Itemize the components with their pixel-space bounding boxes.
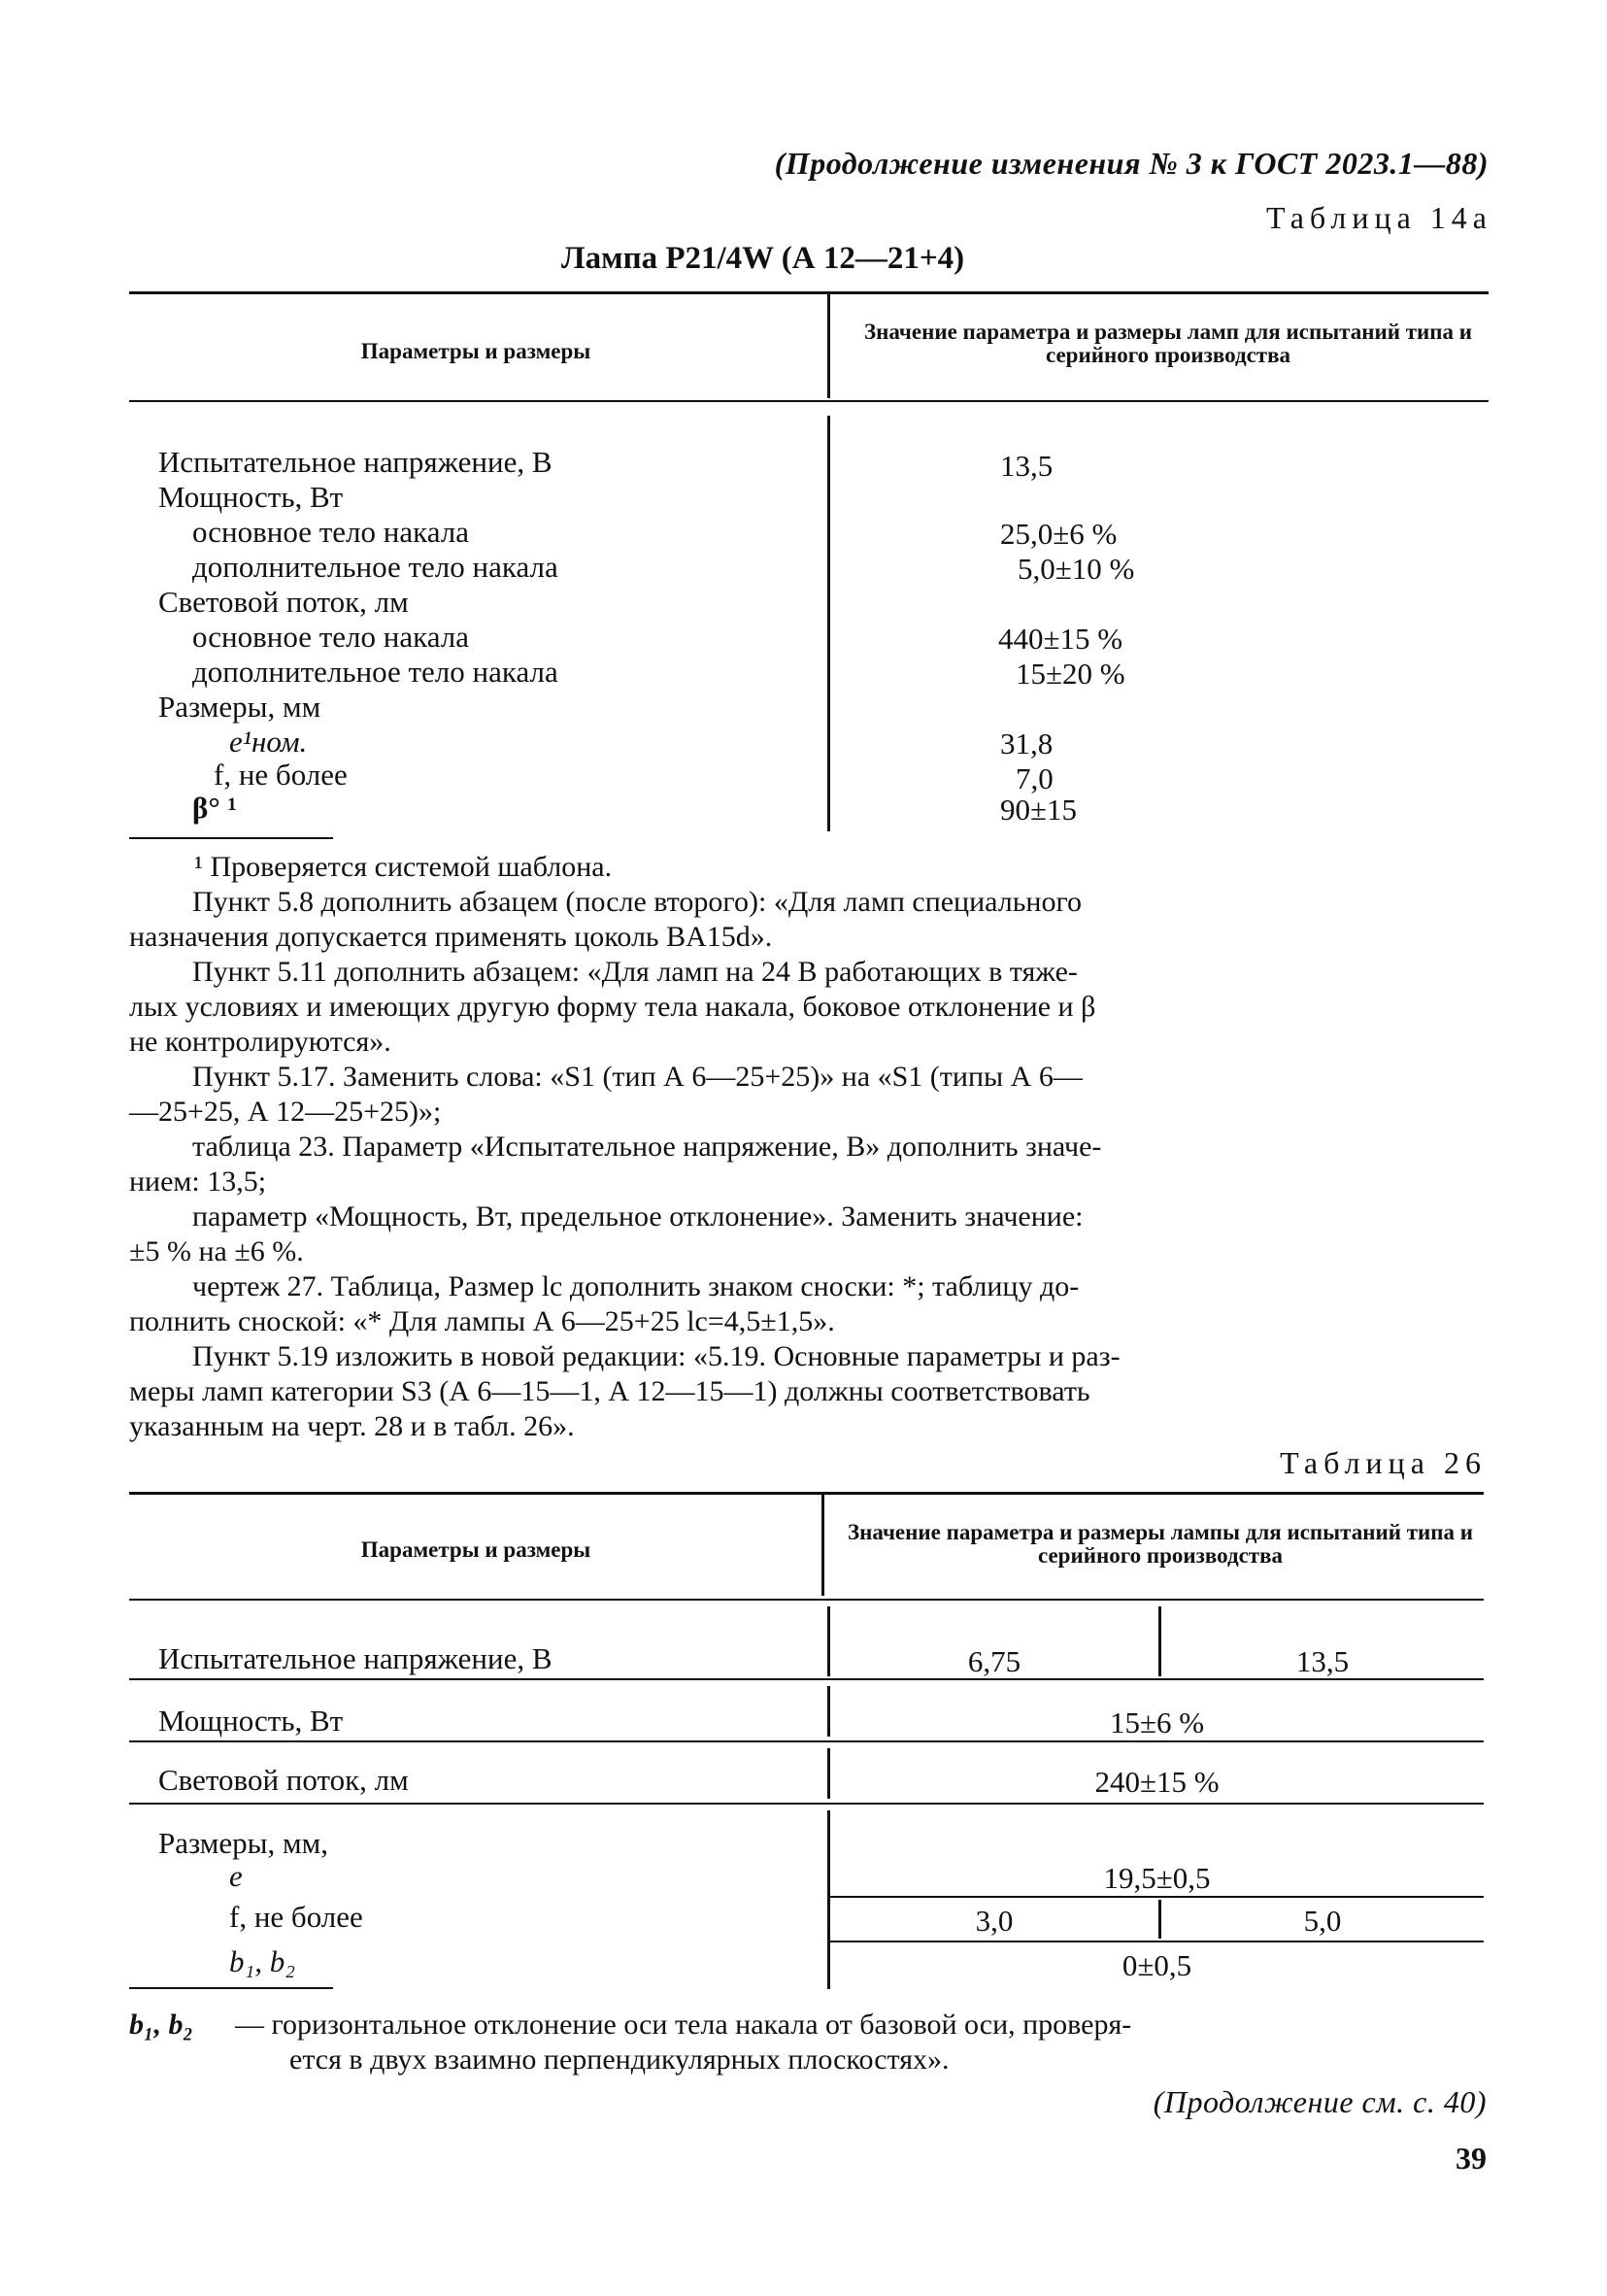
t1-param-flux: Световой поток, лм (158, 585, 409, 619)
t2-row-rule (129, 1740, 1484, 1742)
t1-value-flux-extra: 15±20 % (1016, 657, 1125, 691)
t2-note-line: — горизонтальное отклонение оси тела накала от базовой оси, проверя- (235, 2009, 1132, 2041)
t2-voltage-12v: 13,5 (1295, 1644, 1350, 1678)
t2-param-dims: Размеры, мм, (158, 1826, 328, 1860)
t1-value-beta: 90±15 (1000, 793, 1078, 827)
table-26-footnote-rule (129, 1987, 333, 1989)
t1-param-dims: Размеры, мм (158, 690, 321, 724)
t2-voltage-6v: 6,75 (967, 1644, 1021, 1678)
table-14a-col-values: Значение параметра и размеры ламп для испытаний типа и серийного производства (863, 320, 1473, 367)
page-number: 39 (1456, 2141, 1487, 2176)
table-14a-title: Лампа Р21/4W (А 12—21+4) (561, 241, 965, 276)
table-14a-body-divider (827, 416, 830, 831)
t2-param-e: e (229, 1859, 243, 1893)
t2-param-power: Мощность, Вт (158, 1704, 344, 1738)
body-line: чертеж 27. Таблица, Размер lс дополнить знаком сноски: *; таблицу до- (192, 1270, 1080, 1302)
t2-value-b: 0±0,5 (1122, 1948, 1192, 1982)
t2-row-rule (129, 1678, 1484, 1680)
t1-param-flux-extra: дополнительное тело накала (192, 655, 558, 689)
t2-value-flux: 240±15 % (1094, 1765, 1220, 1799)
body-line: Пункт 5.19 изложить в новой редакции: «5.19. Основные параметры и раз- (192, 1340, 1121, 1372)
continuation-footer: (Продолжение см. с. 40) (1153, 2084, 1487, 2119)
t2-value-power: 15±6 % (1109, 1705, 1205, 1739)
t2-row-rule (129, 1803, 1484, 1805)
body-line: не контролируются». (129, 1026, 391, 1058)
body-line: указанным на черт. 28 и в табл. 26». (129, 1410, 575, 1442)
table-14a-header-divider (827, 294, 830, 398)
body-line: лых условиях и имеющих другую форму тела накала, боковое отклонение и β (129, 991, 1096, 1023)
t2-f-12v: 5,0 (1303, 1904, 1342, 1938)
t1-value-flux-main: 440±15 % (998, 622, 1123, 656)
t1-param-beta: β° ¹ (192, 791, 237, 825)
body-line: параметр «Мощность, Вт, предельное отклонение». Заменить значение: (192, 1200, 1084, 1232)
t1-param-power-extra: дополнительное тело накала (192, 550, 558, 584)
table-26-top-rule (129, 1492, 1484, 1495)
t2-note-line: ется в двух взаимно перпендикулярных плоскостях». (289, 2043, 950, 2076)
t2-f-6v: 3,0 (975, 1904, 1014, 1938)
t2-value-e: 19,5±0,5 (1103, 1861, 1211, 1895)
table-26-col-values: Значение параметра и размеры лампы для испытаний типа и серийного производства (847, 1520, 1474, 1568)
t2-sub-rule (830, 1896, 1484, 1898)
table-14a-label: Таблица 14а (1265, 200, 1492, 235)
table-14a-footnote-rule (129, 837, 333, 839)
body-line: нием: 13,5; (129, 1165, 267, 1198)
body-line: полнить сноской: «* Для лампы А 6—25+25 lс=4,5±1,5». (129, 1305, 835, 1337)
body-line: назначения допускается применять цоколь BA15d». (129, 921, 773, 953)
t2-param-b: b₁, b₂ (229, 1944, 296, 1978)
body-line: меры ламп категории S3 (А 6—15—1, А 12—15—1) должны соответствовать (129, 1375, 1090, 1407)
body-line: ±5 % на ±6 %. (129, 1235, 304, 1267)
t1-param-power: Мощность, Вт (158, 480, 344, 514)
table-26-label: Таблица 26 (1280, 1445, 1487, 1480)
table-26-col-params: Параметры и размеры (360, 1537, 591, 1562)
t1-param-e: e¹ном. (229, 725, 308, 759)
t2-note-term: b₁, b₂ (129, 2009, 193, 2041)
t1-param-power-main: основное тело накала (192, 515, 469, 549)
table-14a-footnote: ¹ Проверяется системой шаблона. (194, 851, 613, 883)
t2-param-voltage: Испытательное напряжение, В (158, 1641, 552, 1675)
t1-value-power-extra: 5,0±10 % (1018, 552, 1135, 586)
body-line: —25+25, А 12—25+25)»; (129, 1096, 442, 1128)
t1-value-voltage: 13,5 (1000, 449, 1054, 483)
t2-param-f: f, не более (229, 1900, 363, 1934)
body-line: Пункт 5.8 дополнить абзацем (после второго): «Для ламп специального (192, 886, 1083, 918)
table-14a-header-rule (129, 400, 1489, 402)
table-14a-top-rule (129, 291, 1489, 294)
table-26-header-rule (129, 1599, 1484, 1601)
body-line: Пункт 5.17. Заменить слова: «S1 (тип А 6—25+25)» на «S1 (типы А 6— (192, 1061, 1083, 1093)
table-26-header-divider (821, 1495, 824, 1596)
t2-sub-rule (830, 1941, 1484, 1942)
continuation-header: (Продолжение изменения № 3 к ГОСТ 2023.1—88) (774, 146, 1489, 181)
t1-value-e: 31,8 (1000, 726, 1054, 760)
body-line: Пункт 5.11 дополнить абзацем: «Для ламп на 24 В работающих в тяже- (192, 956, 1078, 988)
t1-value-power-main: 25,0±6 % (1000, 517, 1118, 551)
t1-value-f: 7,0 (1016, 761, 1054, 795)
body-line: таблица 23. Параметр «Испытательное напряжение, В» дополнить значе- (192, 1131, 1102, 1163)
t1-param-voltage: Испытательное напряжение, В (158, 445, 552, 479)
table-14a-col-params: Параметры и размеры (360, 339, 591, 363)
t2-param-flux: Световой поток, лм (158, 1763, 409, 1797)
t1-param-flux-main: основное тело накала (192, 620, 469, 654)
t1-param-f: f, не более (214, 758, 348, 792)
